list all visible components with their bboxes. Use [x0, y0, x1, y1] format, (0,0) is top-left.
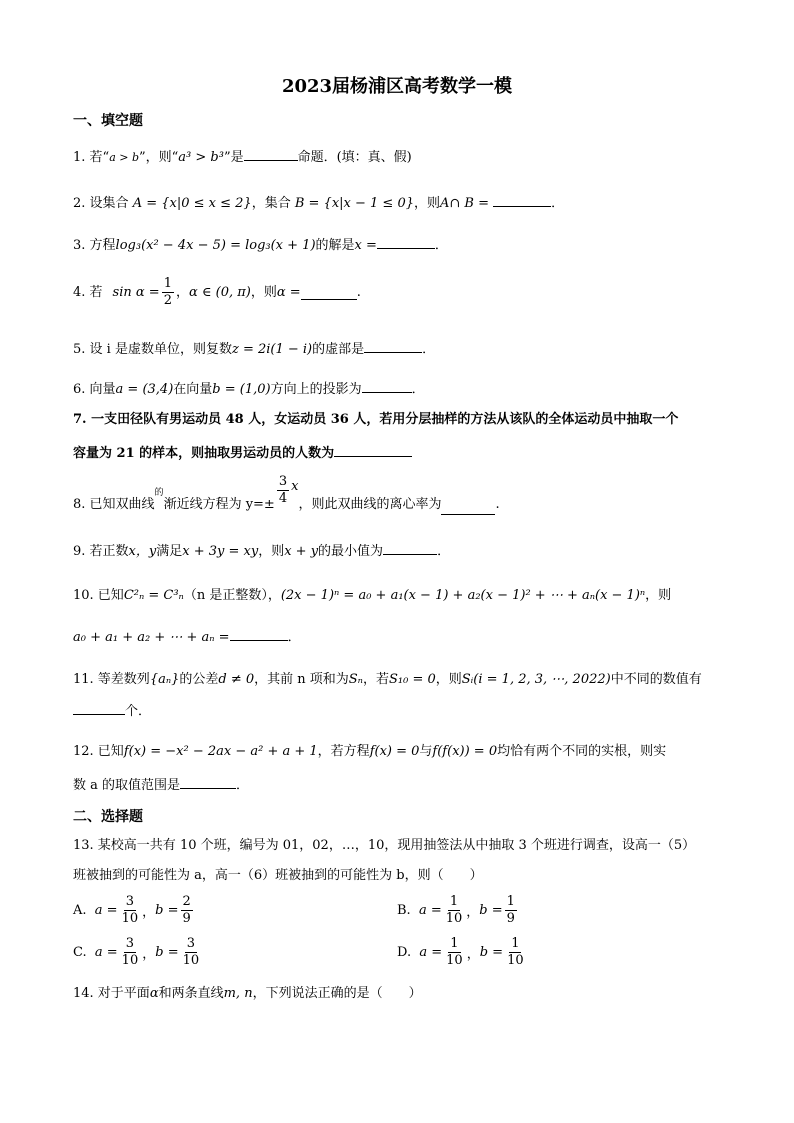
- option-a-denominator: 10: [121, 911, 139, 926]
- q9-blank[interactable]: [383, 540, 437, 555]
- q7-text: 容量为 21 的样本，则抽取男运动员的人数为: [73, 446, 335, 461]
- q12-text: 12. 已知: [73, 744, 124, 759]
- q4-var: α =: [276, 284, 301, 300]
- q5-text-end: 的虚部是: [312, 342, 365, 357]
- q4-text-mid: ，: [175, 284, 189, 300]
- q11-text-mid3: ，若: [362, 672, 389, 687]
- question-11-line1: [73, 670, 702, 690]
- option-b-numerator: 1: [506, 894, 515, 909]
- q1-expr-a: a > b: [109, 151, 139, 164]
- q8-text-end: ，则此双曲线的离心率为: [298, 497, 442, 512]
- q9-text: 9. 若正数: [73, 544, 129, 559]
- q12-text-tail: ．: [236, 778, 250, 793]
- q6-text-end: 方向上的投影为: [270, 382, 362, 397]
- q9-text-end: 的最小值为: [318, 544, 384, 559]
- section-choice: 二、选择题: [73, 809, 143, 825]
- q12-blank[interactable]: [180, 774, 236, 789]
- q8-x: x: [291, 479, 299, 494]
- q6-text-mid: 在向量: [173, 382, 213, 397]
- q5-complex: z = 2i(1 − i): [231, 342, 313, 357]
- q14-text-mid: 和两条直线: [158, 986, 224, 1001]
- question-13-line1: 13. 某校高一共有 10 个班，编号为 01，02，…，10，现用抽签法从中抽取 3 个班进行调查，设高一（5）: [73, 838, 696, 853]
- option-a-denominator: 10: [121, 953, 139, 968]
- option-b-numerator: 3: [186, 936, 195, 951]
- option-label: B.: [397, 903, 411, 918]
- q10-sum: a₀ + a₁ + a₂ + ⋯ + aₙ =: [73, 630, 230, 645]
- q1-text-tail: 命题．(填：真、假): [297, 150, 412, 165]
- q3-text-end: ．: [434, 238, 448, 253]
- q8-numerator: 3: [278, 474, 288, 489]
- option-label: D.: [397, 945, 412, 960]
- q4-blank[interactable]: [301, 285, 357, 300]
- question-5: [73, 338, 435, 360]
- q10-blank[interactable]: [230, 626, 288, 641]
- question-7-line2: [73, 442, 412, 464]
- option-b-denominator: 9: [506, 911, 515, 926]
- q2-text: 2. 设集合: [73, 196, 129, 211]
- q11-text-mid: 的公差: [179, 672, 219, 687]
- q9-vars: x，y: [128, 544, 157, 559]
- q2-set-a: A = {x|0 ≤ x ≤ 2}: [132, 196, 252, 211]
- q3-blank[interactable]: [377, 234, 435, 249]
- q12-f0: f(x) = 0: [369, 744, 420, 759]
- question-11-line2: [73, 700, 151, 722]
- q7-blank[interactable]: [334, 442, 412, 457]
- q9-text-mid: 满足: [156, 544, 183, 559]
- q2-text-end: ．: [551, 196, 565, 211]
- question-12-line2: [73, 774, 249, 796]
- q1-expr-b: a³ > b³: [178, 150, 224, 165]
- q11-text-end: 中不同的数值有: [610, 672, 702, 687]
- q5-blank[interactable]: [364, 338, 422, 353]
- q4-text: 4. 若: [73, 284, 103, 300]
- q6-text: 6. 向量: [73, 382, 116, 397]
- option-a-numerator: 3: [125, 936, 135, 951]
- question-4: [73, 276, 361, 309]
- option-label: C.: [73, 945, 87, 960]
- q3-text-mid: 的解是: [315, 238, 355, 253]
- option-a-denominator: 10: [446, 953, 463, 968]
- q12-text-mid: ，若方程: [317, 744, 370, 759]
- q8-denominator: 4: [278, 491, 288, 506]
- q12-function: f(x) = −x² − 2ax − a² + a + 1: [123, 744, 318, 759]
- q1-text-end: ”是: [223, 150, 244, 165]
- q4-text-mid2: ，则: [250, 284, 277, 300]
- q11-text-mid2: ，其前 n 项和为: [254, 672, 349, 687]
- q13-option-c[interactable]: C. a = $\frac{3}{10}$ ， b = $\frac{3}{10}$: [73, 936, 200, 968]
- q12-text-end: 均恰有两个不同的实根，则实: [497, 744, 667, 759]
- q6-vector-a: a = (3,4): [115, 382, 174, 397]
- q2-blank[interactable]: [493, 192, 551, 207]
- q9-equation: x + 3y = xy: [182, 544, 259, 559]
- q4-denominator: 2: [163, 293, 172, 308]
- q11-s10: S₁₀ = 0: [388, 672, 436, 687]
- q8-text: 8. 已知双曲线: [73, 497, 155, 512]
- option-label: A.: [73, 903, 87, 918]
- q12-ff: f(f(x)) = 0: [432, 744, 498, 759]
- question-8: [73, 474, 500, 515]
- q10-combination: C²ₙ = C³ₙ: [123, 588, 184, 603]
- option-b-denominator: 10: [182, 953, 200, 968]
- q1-text: 1. 若“: [73, 150, 110, 165]
- q10-text: 10. 已知: [73, 588, 124, 603]
- question-6: [73, 378, 425, 400]
- q11-text-tail: 个．: [125, 704, 152, 719]
- q12-text-line2: 数 a 的取值范围是: [73, 778, 181, 793]
- q4-fraction: [162, 276, 174, 309]
- q10-text-tail: ．: [287, 630, 301, 645]
- q6-text-tail: ．: [411, 382, 425, 397]
- q11-sn: Sₙ: [348, 672, 363, 687]
- option-a-numerator: 1: [450, 936, 459, 951]
- q10-equation: (2x − 1)ⁿ = a₀ + a₁(x − 1) + a₂(x − 1)² + ⋯ + aₙ(x − 1)ⁿ: [280, 588, 646, 603]
- q10-paren: （n 是正整数），: [183, 588, 281, 603]
- q6-blank[interactable]: [362, 378, 412, 393]
- option-a-denominator: 10: [445, 911, 463, 926]
- option-a-numerator: 3: [125, 894, 134, 909]
- q14-text: 14. 对于平面: [73, 986, 150, 1001]
- question-1: [73, 146, 412, 168]
- q4-numerator: 1: [163, 276, 172, 291]
- q13-option-d[interactable]: D. a = $\frac{1}{10}$ ， b = $\frac{1}{10}$: [397, 936, 524, 968]
- option-b-denominator: 10: [507, 953, 524, 968]
- q1-text-mid: ”，则“: [139, 150, 179, 165]
- question-10-line1: [73, 586, 671, 606]
- q11-blank[interactable]: [73, 700, 125, 715]
- page-title: 2023届杨浦区高考数学一模: [281, 76, 513, 97]
- q2-set-b: B = {x|x − 1 ≤ 0}: [294, 196, 414, 211]
- q8-blank[interactable]: [441, 500, 495, 515]
- q4-sin: sin α =: [112, 284, 160, 300]
- q8-text-tail: .: [495, 497, 500, 512]
- q10-text-end: ，则: [645, 588, 672, 603]
- q2-text-mid: ，集合: [251, 196, 291, 211]
- option-b-denominator: 9: [182, 911, 191, 926]
- q11-si: Sᵢ(i = 1, 2, 3, ⋯, 2022): [461, 672, 611, 687]
- question-7-line1: 7. 一支田径队有男运动员 48 人，女运动员 36 人，若用分层抽样的方法从该队的全体运动员中抽取一个: [73, 412, 679, 427]
- question-12-line1: [73, 742, 666, 762]
- question-10-line2: [73, 626, 301, 648]
- q8-fraction: [277, 474, 289, 507]
- q4-range: α ∈ (0, π): [188, 284, 251, 300]
- q11-sequence: {aₙ}: [149, 672, 180, 687]
- q13-option-b[interactable]: B. a = $\frac{1}{10}$ ， b = $\frac{1}{9}$: [397, 894, 515, 926]
- q9-text-mid2: ，则: [258, 544, 285, 559]
- q3-var: x =: [354, 238, 377, 253]
- question-14: [73, 984, 422, 1004]
- q14-text-end: ，下列说法正确的是（ ）: [252, 986, 422, 1001]
- q2-text-mid2: ，则: [414, 196, 441, 211]
- q9-sum: x + y: [284, 544, 319, 559]
- q1-blank[interactable]: [244, 146, 298, 161]
- q5-text: 5. 设 i 是虚数单位，则复数: [73, 342, 232, 357]
- q12-text-mid2: 与: [419, 744, 433, 759]
- question-2: [73, 192, 564, 214]
- q3-equation: log₃(x² − 4x − 5) = log₃(x + 1): [115, 238, 316, 253]
- option-a-numerator: 1: [449, 894, 459, 909]
- q4-text-end: .: [356, 284, 361, 300]
- option-b-numerator: 2: [182, 894, 191, 909]
- q3-text: 3. 方程: [73, 238, 116, 253]
- q14-alpha: α: [149, 986, 159, 1001]
- q14-lines: m, n: [223, 986, 253, 1001]
- question-13-line2: 班被抽到的可能性为 a，高一（6）班被抽到的可能性为 b，则（ ）: [73, 868, 483, 883]
- q2-intersection: A∩ B =: [440, 196, 490, 211]
- q11-d: d ≠ 0: [218, 672, 255, 687]
- q8-text-mid: 渐近线方程为 y=±: [163, 497, 275, 512]
- q6-vector-b: b = (1,0): [212, 382, 271, 397]
- q11-text: 11. 等差数列: [73, 672, 150, 687]
- q11-text-mid4: ，则: [435, 672, 462, 687]
- q13-option-a[interactable]: A. a = $\frac{3}{10}$ ， b = $\frac{2}{9}$: [73, 894, 191, 926]
- q8-superscript: 的: [154, 488, 164, 498]
- section-fill-in: 一、填空题: [73, 113, 143, 129]
- option-b-numerator: 1: [511, 936, 520, 951]
- question-9: [73, 540, 450, 562]
- q9-text-tail: ．: [437, 544, 451, 559]
- question-3: [73, 234, 448, 256]
- q5-text-tail: ．: [422, 342, 436, 357]
